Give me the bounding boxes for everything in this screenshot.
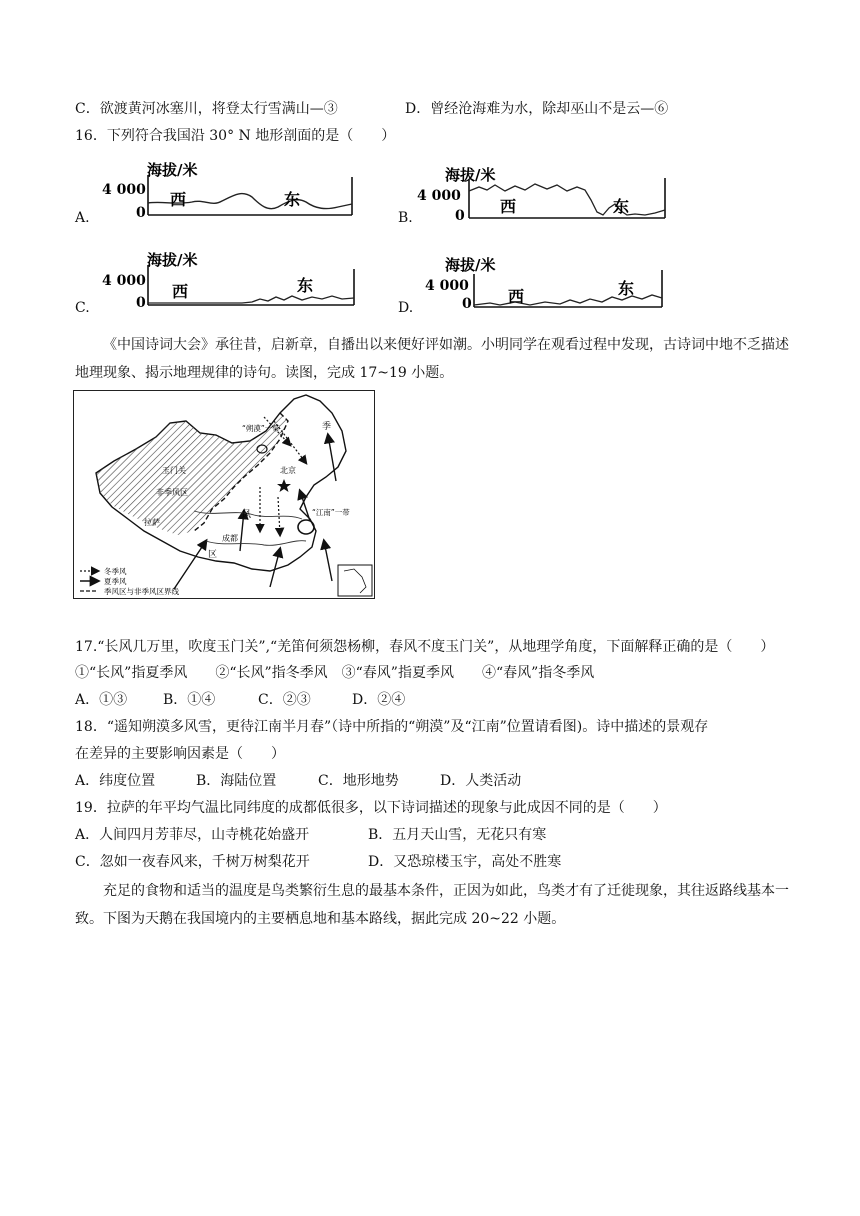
q19-option-c: C．忽如一夜春风来，千树万树梨花开 xyxy=(75,854,310,870)
q17-option-a: A．①③ xyxy=(75,692,128,708)
legend-summer: 夏季风 xyxy=(104,577,127,586)
profile-b-tick-0: 0 xyxy=(455,208,465,224)
q15-option-d: D．曾经沧海难为水，除却巫山不是云—⑥ xyxy=(405,101,669,117)
profile-b xyxy=(415,160,675,225)
q16-stem: 16．下列符合我国沿 30° N 地形剖面的是（ ） xyxy=(75,128,396,144)
q19-option-a: A．人间四月芳菲尽，山寺桃花始盛开 xyxy=(75,827,310,843)
q15-option-c: C．欲渡黄河冰塞川，将登太行雪满山—③ xyxy=(75,101,338,117)
profile-c-ylabel: 海拔/米 xyxy=(147,251,198,269)
profile-a-east: 东 xyxy=(284,190,301,209)
label-ji: 季 xyxy=(322,422,332,432)
profile-a-ylabel: 海拔/米 xyxy=(147,161,198,179)
q18-stem-line2: 在差异的主要影响因素是（ ） xyxy=(75,746,285,762)
legend-winter: 冬季风 xyxy=(104,567,127,576)
profile-d-east: 东 xyxy=(618,279,635,298)
q16-option-b-letter: B. xyxy=(398,210,413,226)
q18-option-b: B．海陆位置 xyxy=(196,773,277,789)
label-chengdu: 成都 xyxy=(222,534,238,543)
q19-stem: 19．拉萨的年平均气温比同纬度的成都低很多，以下诗词描述的现象与此成因不同的是（ ） xyxy=(75,800,667,816)
q16-option-a-letter: A. xyxy=(75,210,90,226)
profile-c xyxy=(92,245,362,313)
china-monsoon-map xyxy=(73,390,375,599)
q19-option-d: D．又恐琼楼玉宇，高处不胜寒 xyxy=(368,854,562,870)
label-lasa: 拉萨 xyxy=(144,518,160,527)
q16-option-d-letter: D. xyxy=(398,300,414,316)
profile-b-east: 东 xyxy=(613,197,630,216)
intro-20-22: 充足的食物和适当的温度是鸟类繁衍生息的最基本条件，正因为如此，鸟类才有了迁徙现象，其往返路线基本一致。下图为天鹅在我国境内的主要栖息地和基本路线，据此完成 20~22 小题。 xyxy=(75,883,789,927)
label-qu: 区 xyxy=(208,550,218,560)
q19-option-b: B．五月天山雪，无花只有寒 xyxy=(368,827,547,843)
legend-boundary: 季风区与非季风区界线 xyxy=(104,587,179,596)
q18-option-c: C．地形地势 xyxy=(318,773,399,789)
label-jiangnan: “江南”一带 xyxy=(312,508,350,517)
label-shuomo: “朔漠”一带 xyxy=(242,424,280,433)
q17-option-d: D．②④ xyxy=(352,692,406,708)
profile-d-tick-0: 0 xyxy=(462,296,472,312)
profile-d-tick-4000: 4 000 xyxy=(425,278,469,294)
profile-a-tick-0: 0 xyxy=(136,205,146,220)
q16-option-c-letter: C. xyxy=(75,300,90,316)
profile-a-tick-4000: 4 000 xyxy=(102,182,146,198)
q17-option-c: C．②③ xyxy=(258,692,311,708)
q18-stem-line1: 18．“遥知朔漠多风雪，更待江南半月春”（诗中所指的“朔漠”及“江南”位置请看图)。诗中描述的景观存 xyxy=(75,719,709,735)
profile-b-ylabel: 海拔/米 xyxy=(445,166,496,184)
label-feng: 风 xyxy=(242,510,252,520)
profile-b-tick-4000: 4 000 xyxy=(417,188,461,204)
profile-d-west: 西 xyxy=(508,287,525,306)
profile-c-tick-0: 0 xyxy=(136,295,146,311)
q17-statements: ①“长风”指夏季风 ②“长风”指冬季风 ③“春风”指夏季风 ④“春风”指冬季风 xyxy=(75,665,595,681)
profile-a xyxy=(92,155,362,220)
profile-d-ylabel: 海拔/米 xyxy=(445,256,496,274)
label-feijifeng: 非季风区 xyxy=(156,488,188,497)
q17-option-b: B．①④ xyxy=(163,692,216,708)
profile-c-east: 东 xyxy=(297,276,314,295)
profile-b-west: 西 xyxy=(500,197,517,216)
label-beijing: 北京 xyxy=(280,466,296,475)
intro-17-19: 《中国诗词大会》承往昔，启新章，自播出以来便好评如潮。小明同学在观看过程中发现，古诗词中地不乏描述地理现象、揭示地理规律的诗句。读图，完成 17~19 小题。 xyxy=(75,337,789,381)
q17-stem: 17.“长风几万里，吹度玉门关”,“羌笛何须怨杨柳，春风不度玉门关”，从地理学角度，下面解释正确的是（ ） xyxy=(75,639,775,655)
profile-a-west: 西 xyxy=(170,190,187,209)
profile-c-west: 西 xyxy=(172,282,189,301)
profile-c-tick-4000: 4 000 xyxy=(102,273,146,289)
profile-d xyxy=(420,250,670,315)
label-yumenguan: 玉门关 xyxy=(162,466,186,475)
q18-option-a: A．纬度位置 xyxy=(75,773,156,789)
q18-option-d: D．人类活动 xyxy=(440,773,522,789)
